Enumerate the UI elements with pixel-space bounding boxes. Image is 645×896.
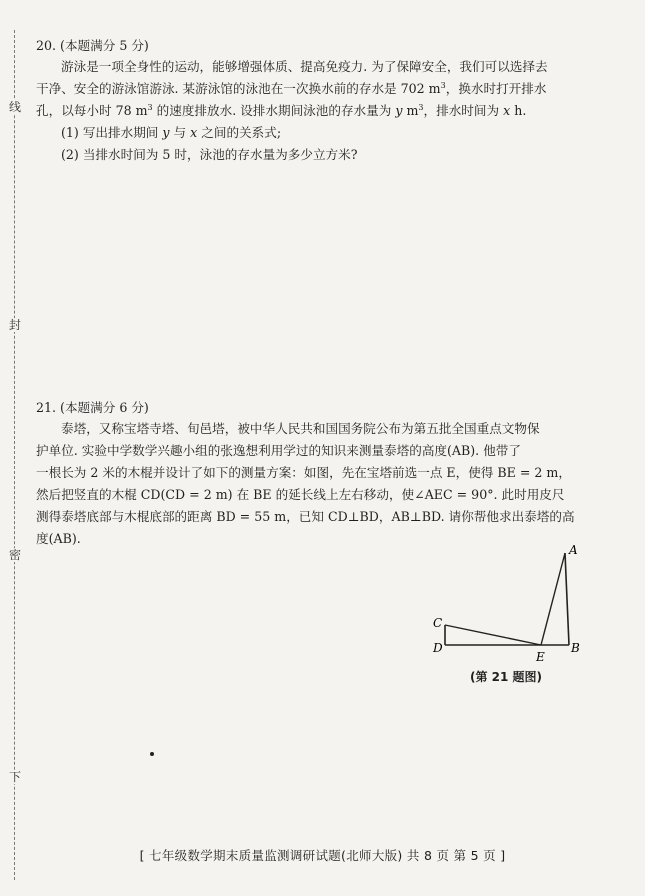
question-21-line-5: 测得泰塔底部与木棍底部的距离 BD = 55 m，已知 CD⊥BD，AB⊥BD. 请你帮他求出泰塔的高 [36, 509, 575, 524]
question-20-line-2: 干净、安全的游泳馆游泳. 某游泳馆的泳池在一次换水前的存水是 702 $m^3$，换水时打开排水 [36, 80, 547, 96]
question-21-line-3: 一根长为 2 米的木棍并设计了如下的测量方案：如图，先在宝塔前选一点 E，使得 BE = 2 m， [36, 465, 571, 480]
label-a: A [569, 543, 578, 557]
binding-word-feng: 封 [6, 318, 24, 332]
question-21-header: 21. (本题满分 6 分) [36, 400, 149, 415]
stray-mark [150, 752, 154, 756]
question-21-line-2: 护单位. 实验中学数学兴趣小组的张逸想利用学过的知识来测量泰塔的高度(AB). 他带了 [36, 443, 521, 458]
question-20 [36, 36, 592, 166]
binding-word-xian: 线 [6, 100, 24, 114]
question-20-line-1: 游泳是一项全身性的运动，能够增强体质、提高免疫力. 为了保障安全，我们可以选择去 [61, 59, 548, 74]
binding-word-xia: 下 [6, 770, 24, 784]
line-ab [565, 553, 569, 645]
question-21-line-1: 泰塔，又称宝塔寺塔、旬邑塔，被中华人民共和国国务院公布为第五批全国重点文物保 [61, 421, 540, 436]
question-21 [36, 398, 592, 550]
label-d: D [433, 641, 443, 655]
question-20-header: 20. (本题满分 5 分) [36, 38, 149, 53]
line-ce [445, 625, 541, 645]
line-ea [541, 553, 565, 645]
label-b: B [571, 641, 580, 655]
question-21-line-6: 度(AB). [36, 531, 81, 546]
question-20-line-3: 孔，以每小时 78 $m^3$ 的速度排放水. 设排水期间泳池的存水量为 y $m^3$，排水时间为 x h. [36, 102, 527, 118]
page-footer: [ 七年级数学期末质量监测调研试题(北师大版) 共 8 页 第 5 页 ] [139, 848, 506, 863]
label-c: C [433, 616, 443, 630]
label-e: E [536, 650, 545, 664]
binding-word-mi: 密 [6, 548, 24, 562]
question-21-line-4: 然后把竖直的木棍 CD(CD = 2 m) 在 BE 的延长线上左右移动，使∠AEC = 90°. 此时用皮尺 [36, 487, 565, 502]
question-20-part-2: (2) 当排水时间为 5 时，泳池的存水量为多少立方米? [61, 147, 358, 162]
question-20-part-1: (1) 写出排水期间 y 与 x 之间的关系式; [61, 125, 282, 140]
binding-line [14, 30, 15, 880]
figure-21-caption: (第 21 题图) [470, 670, 543, 684]
